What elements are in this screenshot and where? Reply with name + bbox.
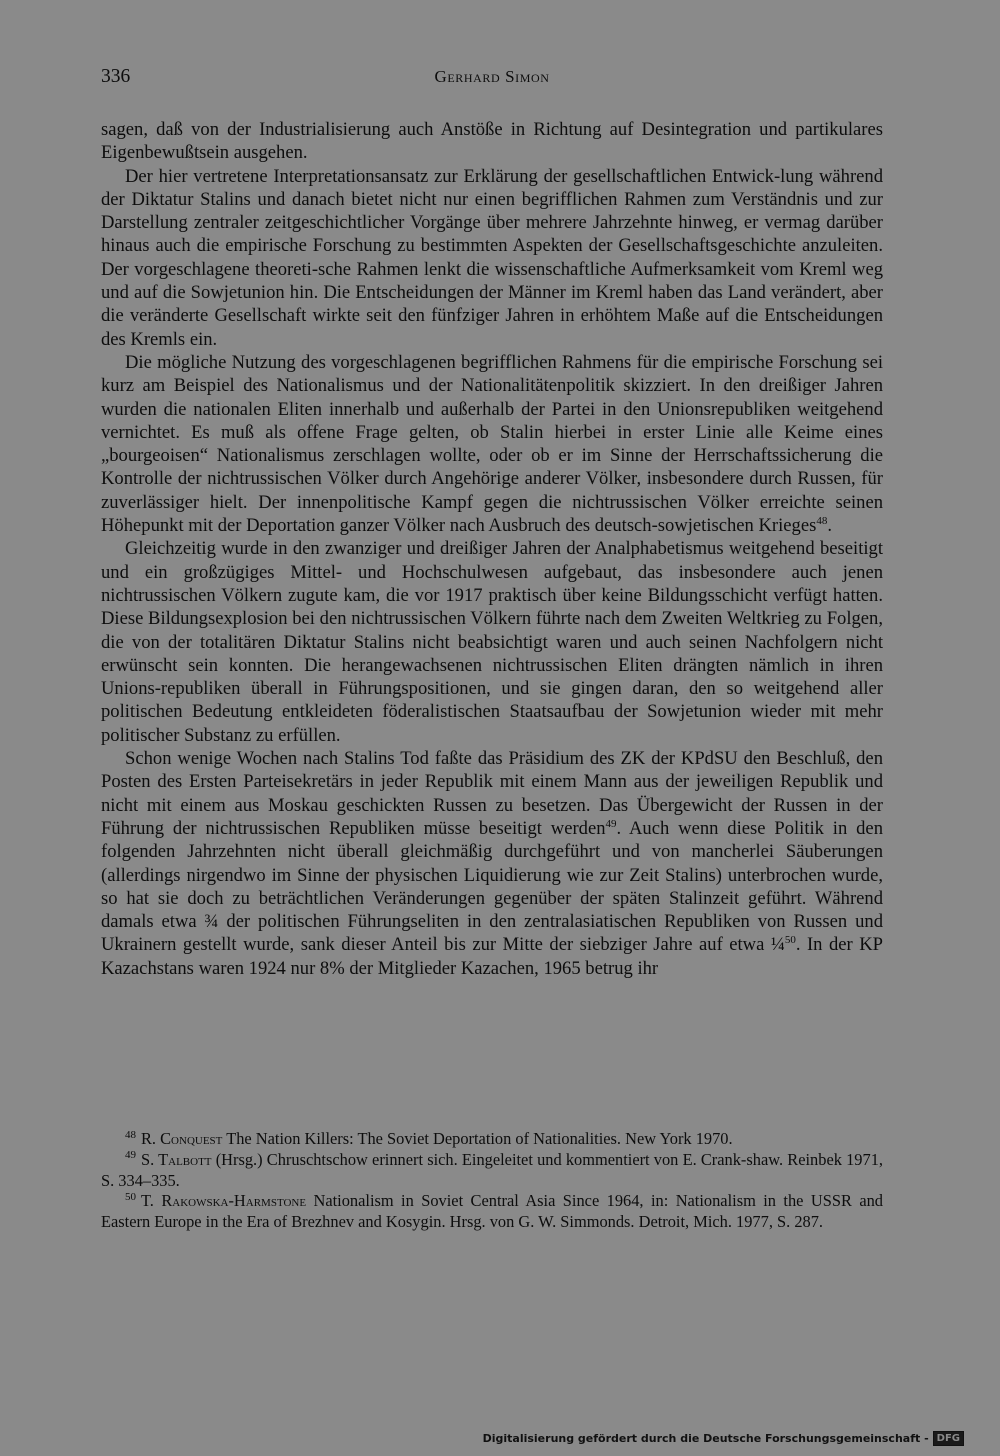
footnote-author: S. Talbott xyxy=(141,1149,212,1169)
dfg-logo: DFG xyxy=(933,1431,964,1446)
footnote-author: R. Conquest xyxy=(141,1129,223,1148)
paragraph: Der hier vertretene Interpretationsansatz zur Erklärung der gesellschaftlichen Entwick-lung während der Diktatur Stalins und danach bietet nicht nur einen begrifflichen Rahmen zum Verständnis und zur Darstellung zentraler zeitgeschichtlicher Vorgänge über mehrere Jahrzehnte hinweg, er vermag darüber hinaus auch die empirische Forschung zu bestimmten Aspekten der Gesellschaftsgeschichte anzuleiten. Der vorgeschlagene theoreti-sche Rahmen lenkt die wissenschaftliche Aufmerksamkeit vom Kreml weg und auf die Sowjetunion hin. Die Entscheidungen der Männer im Kreml haben das Land verändert, aber die veränderte Gesellschaft wirkte seit den fünfziger Jahren in erhöhtem Maße auf die Entscheidungen des Kremls ein. xyxy=(101,165,883,350)
paragraph-text: . Auch wenn diese Politik in den folgenden Jahrzehnten nicht überall gleichmäßig durchgeführt und von mancherlei Säuberungen (allerdings nirgendwo im Sinne der physischen Liquidierung wie zur Zeit Stalins) unterbrochen wurde, so hat sie doch zu beträchtlichen Veränderungen gegenüber der späten Stalinzeit geführt. Während damals etwa ¾ der politischen Führungseliten in den zentralasiatischen Republiken von Russen und Ukrainern gestellt wurde, sank dieser Anteil bis zur Mitte der siebziger Jahre auf etwa ¼ xyxy=(101,817,883,956)
credit-text: Digitalisierung gefördert durch die Deutsche Forschungsgemeinschaft - xyxy=(482,1432,929,1445)
paragraph-text: Die mögliche Nutzung des vorgeschlagenen begrifflichen Rahmens für die empirische Forschung sei kurz am Beispiel des Nationalismus und der Nationalitätenpolitik skizziert. In den dreißiger Jahren wurden die nationalen Eliten innerhalb und außerhalb der Partei in den Unionsrepubliken weitgehend vernichtet. Es muß als offene Frage gelten, ob Stalin hierbei in erster Linie alle Keime eines „bourgeoisen“ Nationalismus zerschlagen wollte, oder ob er im Sinne der Herrschaftssicherung die Kontrolle der nichtrussischen Völker durch Angehörige anderer Völker, insbesondere durch Russen, für zuverlässiger hielt. Der innenpolitische Kampf gegen die nichtrussischen Völker erreichte seinen Höhepunkt mit der Deportation ganzer Völker nach Ausbruch des deutsch-sowjetischen Krieges xyxy=(101,351,883,537)
footnote-text: Nationalism in Soviet Central Asia Since 1964, in: Nationalism in the USSR and Eastern Europe in the Era of Brezhnev and Kosygin. Hrsg. von G. W. Simmonds. Detroit, Mich. 1977, S. 287. xyxy=(101,1191,883,1232)
page-number: 336 xyxy=(101,66,131,87)
body-text xyxy=(101,118,883,980)
footnote xyxy=(101,1129,883,1150)
footnote xyxy=(101,1150,883,1192)
footnote xyxy=(101,1191,883,1233)
paragraph: Gleichzeitig wurde in den zwanziger und dreißiger Jahren der Analphabetismus weitgehend beseitigt und ein großzügiges Mittel- und Hochschulwesen aufgebaut, das insbesondere auch jenen nichtrussischen Völkern zugute kam, die vor 1917 praktisch über keine Bildungsschicht verfügt hatten. Diese Bildungsexplosion bei den nichtrussischen Völkern führte nach dem Zweiten Weltkrieg zu Folgen, die von der totalitären Diktatur Stalins nicht beabsichtigt waren und auch seinen Nachfolgern nicht erwünscht sein konnten. Die herangewachsenen nichtrussischen Eliten drängten nämlich in ihren Unions-republiken überall in Führungspositionen, und sie gingen daran, den so weitgehend aller politischen Bedeutung entkleideten föderalistischen Staatsaufbau der Sowjetunion wieder mit mehr politischer Substanz zu erfüllen. xyxy=(101,538,883,746)
running-head: Gerhard Simon xyxy=(434,67,550,86)
footnote-number: 49 xyxy=(125,1149,136,1162)
digitization-credit xyxy=(483,1431,964,1446)
footnote-author: T. Rakowska-Harmstone xyxy=(141,1191,307,1211)
footnote-number: 48 xyxy=(125,1128,136,1141)
paragraph-text: . In der KP Kazachstans waren 1924 nur 8% der Mitglieder Kazachen, 1965 betrug ihr xyxy=(101,934,883,979)
footnote-text: (Hrsg.) Chruschtschow erinnert sich. Eingeleitet und kommentiert von E. Crank-shaw. Reinbek 1971, S. 334–335. xyxy=(101,1149,883,1190)
paragraph xyxy=(101,351,883,537)
page-header xyxy=(101,66,883,96)
paragraph-end: . xyxy=(827,515,832,537)
footnote-ref: 49 xyxy=(605,817,617,830)
footnote-ref: 48 xyxy=(816,514,828,527)
footnote-ref: 50 xyxy=(784,934,796,947)
footnote-text: The Nation Killers: The Soviet Deportation of Nationalities. New York 1970. xyxy=(222,1129,733,1148)
paragraph: sagen, daß von der Industrialisierung auch Anstöße in Richtung auf Desintegration und partikulares Eigenbewußtsein ausgehen. xyxy=(101,119,883,164)
footnote-number: 50 xyxy=(125,1190,136,1203)
paragraph-text: Schon wenige Wochen nach Stalins Tod faßte das Präsidium des ZK der KPdSU den Beschluß, den Posten des Ersten Parteisekretärs in jeder Republik mit einem Mann aus der jeweiligen Republik und nicht mit einem aus Moskau geschickten Russen zu besetzen. Das Übergewicht der Russen in der Führung der nichtrussischen Republiken müsse beseitigt werden xyxy=(101,748,883,839)
footnotes xyxy=(101,1129,883,1233)
paragraph xyxy=(101,747,883,980)
